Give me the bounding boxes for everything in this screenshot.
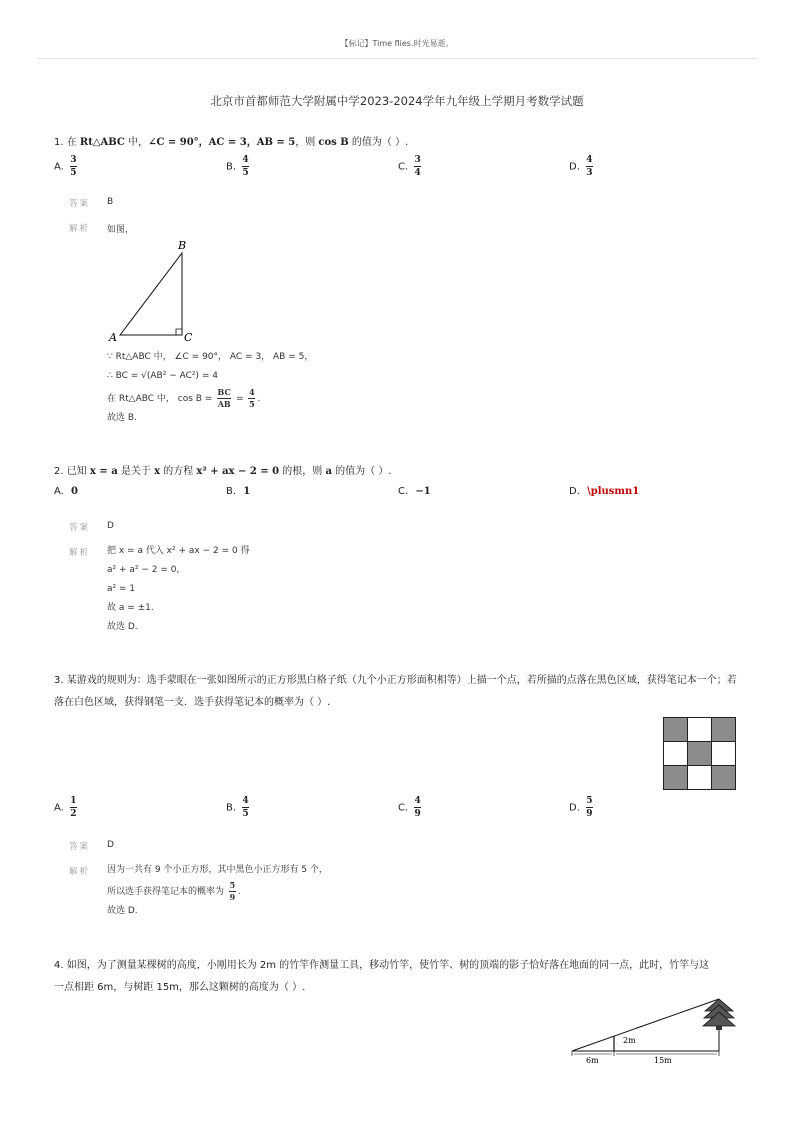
q2-step-4: 故 a = ±1. [107, 603, 154, 613]
q4-tree-figure [566, 996, 741, 1066]
q1-option-a[interactable]: A. $\frac{3}{5}$ [54, 155, 77, 178]
vertex-b-label: B [178, 239, 187, 252]
grid-cell-black [664, 718, 688, 742]
question-3-stem: 3. 某游戏的规则为：选手蒙眼在一张如图所示的正方形黑白格子纸（九个小正方形面积相等）上描一个点，若所描的点落在黑色区域，获得笔记本一个；若落在白色区域，获得钢笔一支．选手获得笔记本的概率为（ ）. [54, 675, 737, 708]
q1-option-c[interactable]: C. $\frac{3}{4}$ [398, 155, 421, 178]
grid-cell-black [688, 742, 712, 766]
tree-icon [703, 999, 735, 1030]
grid-cell-white [688, 718, 712, 742]
grid-cell-white [712, 742, 736, 766]
q3-step-2: 所以选手获得笔记本的概率为 $\frac{5}{9}$ . [107, 880, 241, 902]
question-2-stem: 2. 已知 x = a 是关于 x 的方程 x² + ax − 2 = 0 的根，则 a 的值为（ ）. [54, 466, 392, 477]
q1-step-2: ∴ BC = √(AB² − AC²) = 4 [107, 371, 218, 381]
pole-length-label: 2m [623, 1036, 636, 1045]
q1-answer-value: B [107, 197, 114, 207]
q3-answer-value: D [107, 840, 114, 850]
grid-cell-black [712, 766, 736, 790]
distance-15m-label: 15m [654, 1056, 672, 1065]
q1-step-1: ∵ Rt△ABC 中， ∠C = 90°， AC = 3， AB = 5， [107, 352, 314, 362]
q2-option-a[interactable]: A. 0 [54, 486, 78, 497]
q2-option-c[interactable]: C. −1 [398, 486, 431, 497]
q2-option-d[interactable]: D. \plusmn1 [569, 486, 640, 497]
q1-step-4: 故选 B. [107, 413, 137, 423]
q1-analysis-label: 解析 [69, 224, 91, 234]
q1-option-b[interactable]: B. $\frac{4}{5}$ [226, 155, 249, 178]
q1-triangle-figure [104, 238, 204, 346]
q1-answer-label: 答案 [69, 199, 91, 209]
right-angle-mark [176, 329, 182, 335]
q2-step-1: 把 x = a 代入 x² + ax − 2 = 0 得 [107, 546, 250, 556]
q2-answer-label: 答案 [69, 523, 91, 533]
q2-answer-value: D [107, 521, 114, 531]
q3-option-a[interactable]: A. $\frac{1}{2}$ [54, 796, 77, 819]
q2-analysis-label: 解析 [69, 548, 91, 558]
q2-step-2: a² + a² − 2 = 0, [107, 565, 180, 575]
header-divider [37, 58, 757, 59]
q3-option-b[interactable]: B. $\frac{4}{5}$ [226, 796, 249, 819]
sight-line [572, 999, 719, 1051]
grid-cell-black [664, 766, 688, 790]
grid-cell-white [688, 766, 712, 790]
q3-answer-label: 答案 [69, 842, 91, 852]
q3-option-c[interactable]: C. $\frac{4}{9}$ [398, 796, 421, 819]
triangle-shape [120, 253, 182, 335]
q2-step-5: 故选 D. [107, 622, 138, 632]
q3-option-d[interactable]: D. $\frac{5}{9}$ [569, 796, 593, 819]
q3-step-3: 故选 D. [107, 906, 138, 916]
q1-analysis-intro: 如图， [107, 225, 135, 235]
q2-step-3: a² = 1 [107, 584, 136, 594]
q3-checker-grid [663, 717, 736, 790]
question-4-stem-line-2: 一点相距 6m，与树距 15m，那么这颗树的高度为（ ）. [54, 982, 306, 993]
q1-step-3: 在 Rt△ABC 中， cos B = $\frac{BC}{AB}$ = $\frac{4}{5}$ . [107, 387, 261, 409]
q1-option-d[interactable]: D. $\frac{4}{3}$ [569, 155, 593, 178]
vertex-a-label: A [109, 331, 117, 344]
distance-6m-label: 6m [586, 1056, 599, 1065]
page-title: 北京市首都师范大学附属中学2023-2024学年九年级上学期月考数学试题 [210, 94, 584, 108]
q3-analysis-label: 解析 [69, 867, 91, 877]
q3-step-1: 因为一共有 9 个小正方形，其中黑色小正方形有 5 个， [107, 865, 328, 875]
vertex-c-label: C [184, 331, 193, 344]
question-4-stem-line-1: 4. 如图，为了测量某棵树的高度，小刚用长为 2m 的竹竿作测量工具，移动竹竿，使竹竿、树的顶端的影子恰好落在地面的同一点，此时，竹竿与这 [54, 960, 710, 971]
grid-cell-white [664, 742, 688, 766]
question-1-stem: 1. 在 Rt△ABC 中，∠C = 90°，AC = 3，AB = 5，则 cos B 的值为（ ）. [54, 137, 409, 148]
grid-cell-black [712, 718, 736, 742]
page-header: 【标记】Time flies.时光易逝。 [340, 39, 454, 48]
q2-option-b[interactable]: B. 1 [226, 486, 251, 497]
